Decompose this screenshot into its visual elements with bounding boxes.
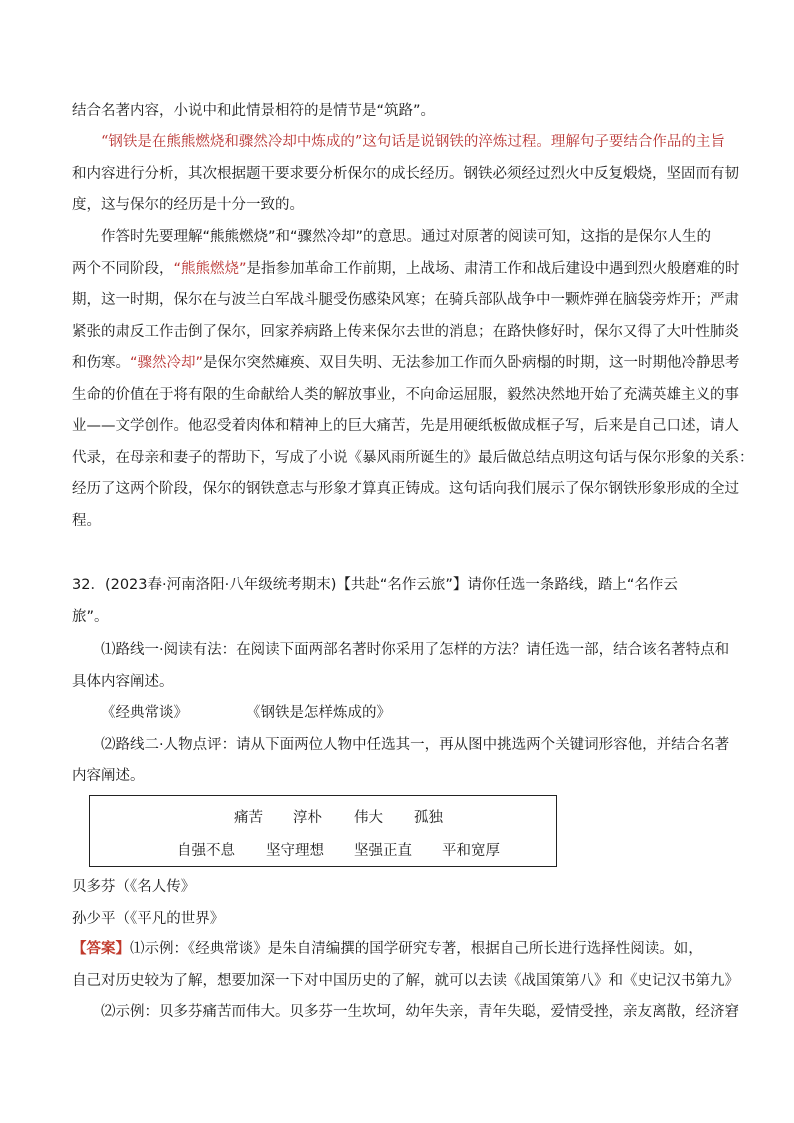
text-line: 生命的价值在于将有限的生命献给人类的解放事业，不向命运屈服，毅然决然地开始了充满英雄主义的事 (72, 386, 739, 403)
person-option: 贝多芬（《名人传》 (72, 879, 196, 895)
text-line-highlight: “钢铁是在熊熊燃烧和骤然冷却中炼成的”这句话是说钢铁的淬炼过程。理解句子要结合作品的主旨 (101, 134, 725, 150)
paragraph-explanation (72, 222, 754, 537)
text-line: 代录，在母亲和妻子的帮助下，写成了小说《暴风雨所诞生的》最后做总结点明这句话与保尔形象的关系： (72, 449, 754, 466)
answer-tag: 【答案】 (72, 941, 130, 957)
highlight-cooling: “骤然冷却” (130, 355, 204, 371)
person-list (72, 872, 724, 935)
text-line: 作答时先要理解“熊熊燃烧”和“骤然冷却”的意思。通过对原著的阅读可知，这指的是保尔人生的 (101, 229, 712, 245)
person-option: 孙少平（《平凡的世界》 (72, 910, 225, 927)
text-line: 具体内容阐述。 (72, 673, 174, 690)
answer-line: 自己对历史较为了解，想要加深一下对中国历史的了解，就可以去读《战国策第八》和《史记汉书第九》 (72, 972, 739, 989)
text-line: 期，这一时期，保尔在与波兰白军战斗腿受伤感染风寒；在骑兵部队战争中一颗炸弹在脑袋旁炸开；严肃 (72, 292, 739, 308)
question-32 (72, 570, 724, 633)
keyword-box (89, 795, 557, 867)
text-span: 是保尔突然瘫痪、双目失明、无法参加工作而久卧病榻的时期，这一时期他冷静思考 (203, 355, 740, 371)
book-list (72, 698, 724, 730)
question-title-line: 旅”。 (72, 608, 109, 625)
keyword: 痛苦 (234, 810, 263, 826)
text-line: 经历了这两个阶段，保尔的钢铁意志与形象才算真正铸成。这句话向我们展示了保尔钢铁形象形成的全过 (72, 481, 739, 497)
text-line: 程。 (72, 512, 101, 529)
route-one (72, 635, 730, 793)
text-line: ⑵路线二·人物点评：请从下面两位人物中任选其一，再从图中挑选两个关键词形容他，并结合名著 (101, 736, 730, 753)
answer-line (72, 934, 724, 966)
text-line (72, 348, 740, 380)
keyword: 伟大 (354, 810, 383, 826)
book-title: 《经典常谈》 (101, 705, 188, 721)
text-line: 业——文学创作。他忍受着肉体和精神上的巨大痛苦，先是用硬纸板做成框子写，后来是自己口述，请人 (72, 418, 739, 434)
keyword: 淳朴 (293, 810, 322, 826)
highlight-burning: “熊熊燃烧” (173, 260, 247, 277)
book-title: 《钢铁是怎样炼成的》 (246, 705, 391, 721)
answer-line: ⑵示例：贝多芬痛苦而伟大。贝多芬一生坎坷，幼年失亲，青年失聪，爱情受挫，亲友离散，经济窘 (101, 1004, 739, 1020)
text-line: 和内容进行分析，其次根据题干要求要分析保尔的成长经历。钢铁必须经过烈火中反复煅烧，坚固而有韧 (72, 165, 739, 182)
keyword: 平和宽厚 (442, 843, 500, 859)
text-span: 是指参加革命工作前期，上战场、肃清工作和战后建设中遇到烈火般磨难的时 (246, 260, 740, 277)
text-line (72, 254, 740, 286)
text-line: ⑴路线一·阅读有法：在阅读下面两部名著时你采用了怎样的方法？请任选一部，结合该名著特点和 (101, 642, 730, 658)
keyword: 坚强正直 (354, 843, 412, 859)
keyword: 孤独 (414, 810, 443, 826)
keyword: 坚守理想 (266, 843, 324, 859)
answer-section (72, 934, 739, 1029)
text-line: 结合名著内容，小说中和此情景相符的是情节是“筑路”。 (72, 103, 436, 119)
text-line: 内容阐述。 (72, 768, 145, 784)
text-line: 紧张的肃反工作击倒了保尔，回家养病路上传来保尔去世的消息；在路快修好时，保尔又得了大叶性肺炎 (72, 323, 739, 340)
text-span: 两个不同阶段， (72, 260, 174, 277)
keyword: 自强不息 (177, 843, 235, 859)
paragraph-intro (72, 96, 724, 128)
text-span: ⑴示例：《经典常谈》是朱自清编撰的国学研究专著，根据自己所长进行选择性阅读。如， (130, 941, 703, 957)
paragraph-analysis (72, 127, 739, 222)
question-title-line: 32．(2023春·河南洛阳·八年级统考期末)【共赴“名作云旅”】请你任选一条路线，踏上“名作云 (72, 577, 678, 593)
text-line: 度，这与保尔的经历是十分一致的。 (72, 197, 304, 213)
text-span: 和伤寒。 (72, 355, 130, 371)
